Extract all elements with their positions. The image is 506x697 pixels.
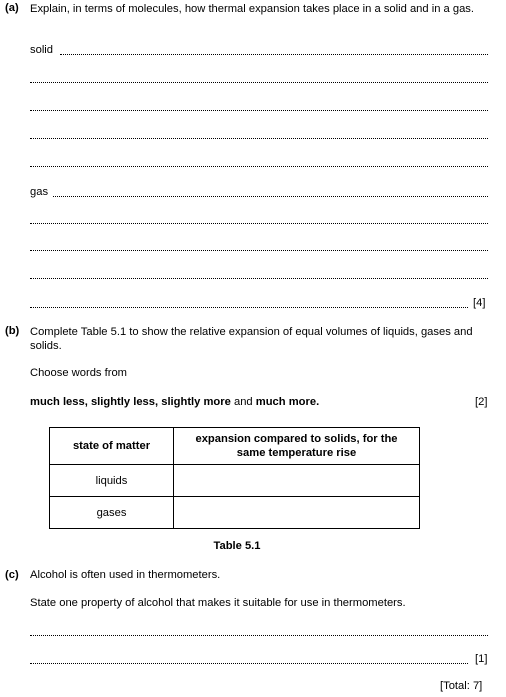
word-and: and	[230, 396, 256, 408]
table-header-row	[50, 428, 420, 465]
answer-cell-liquids[interactable]	[174, 465, 420, 497]
header-expansion: expansion compared to solids, for the same temperature rise	[174, 428, 420, 465]
word-sep-1: ,	[84, 396, 91, 408]
row-state-liquids: liquids	[50, 465, 174, 497]
header-state-of-matter: state of matter	[50, 428, 174, 465]
part-b-label: (b)	[5, 325, 20, 337]
total-marks: [Total: 7]	[440, 680, 483, 692]
answer-line-solid-2[interactable]	[30, 82, 488, 83]
word-much-less: much less	[30, 396, 85, 408]
table-5-1	[49, 427, 420, 529]
answer-line-solid-1[interactable]	[60, 54, 488, 55]
answer-line-c-1[interactable]	[30, 635, 488, 636]
part-c-instruction: State one property of alcohol that makes it suitable for use in thermometers.	[30, 597, 406, 609]
table-row	[50, 497, 420, 529]
part-c-label: (c)	[5, 569, 19, 581]
word-choices	[30, 396, 319, 408]
answer-line-c-2[interactable]	[30, 663, 468, 664]
answer-line-solid-4[interactable]	[30, 138, 488, 139]
answer-line-gas-5[interactable]	[30, 307, 468, 308]
part-b-marks: [2]	[475, 396, 488, 408]
word-slightly-more: slightly more	[161, 396, 231, 408]
word-end: .	[316, 396, 320, 408]
word-slightly-less: slightly less	[90, 396, 155, 408]
part-a-marks: [4]	[473, 297, 486, 309]
answer-line-solid-3[interactable]	[30, 110, 488, 111]
table-row	[50, 465, 420, 497]
part-a-question: Explain, in terms of molecules, how thermal expansion takes place in a solid and in a gas.	[30, 3, 475, 15]
table-caption: Table 5.1	[213, 540, 261, 552]
solid-label: solid	[30, 44, 54, 56]
word-sep-2: ,	[155, 396, 162, 408]
answer-line-gas-4[interactable]	[30, 278, 488, 279]
answer-cell-gases[interactable]	[174, 497, 420, 529]
row-state-gases: gases	[50, 497, 174, 529]
answer-line-solid-5[interactable]	[30, 166, 488, 167]
answer-line-gas-1[interactable]	[53, 196, 488, 197]
part-c-question: Alcohol is often used in thermometers.	[30, 569, 221, 581]
gas-label: gas	[30, 186, 49, 198]
answer-line-gas-2[interactable]	[30, 223, 488, 224]
answer-line-gas-3[interactable]	[30, 250, 488, 251]
word-much-more: much more	[255, 396, 317, 408]
part-a-label: (a)	[5, 2, 19, 14]
part-c-marks: [1]	[475, 653, 488, 665]
choose-words-text: Choose words from	[30, 367, 127, 379]
part-b-question: Complete Table 5.1 to show the relative expansion of equal volumes of liquids, gases and solids.	[30, 326, 473, 352]
